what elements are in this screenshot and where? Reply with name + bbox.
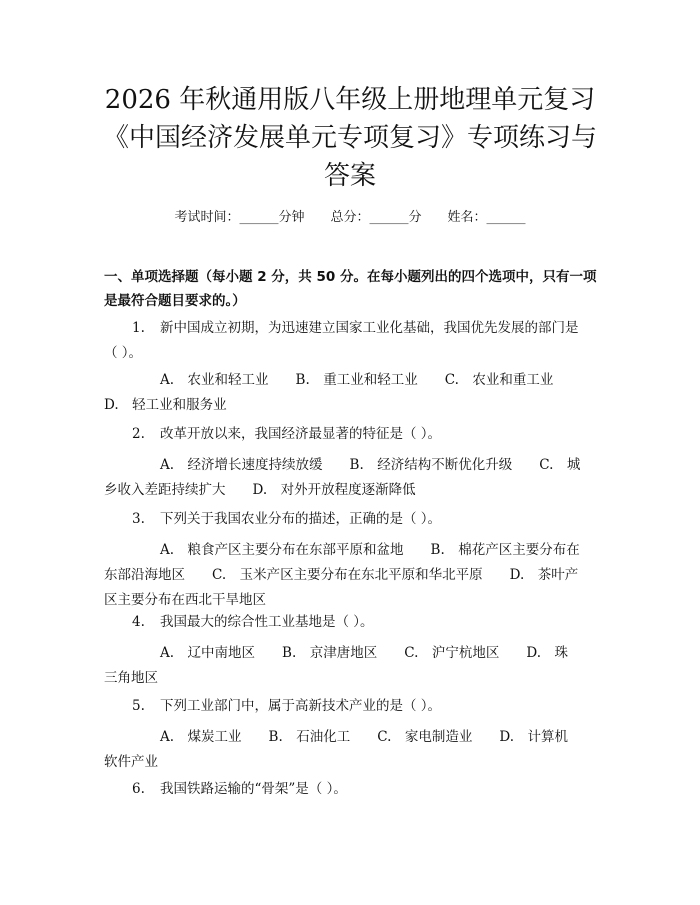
question-text: 新中国成立初期，为迅速建立国家工业化基础，我国优先发展的部门是: [160, 320, 579, 336]
question-2: [104, 422, 602, 447]
options-line: D. 轻工业和服务业: [104, 397, 227, 413]
question-number: 3.: [132, 511, 145, 527]
question-number: 4.: [132, 614, 145, 630]
options-line: A. 辽中南地区 B. 京津唐地区 C. 沪宁杭地区 D. 珠: [160, 645, 569, 661]
options-line: 三角地区: [104, 670, 158, 686]
exam-meta: [0, 206, 700, 225]
question-3-options: [104, 538, 602, 613]
options-line: 区主要分布在西北干旱地区: [104, 592, 266, 608]
question-number: 2.: [132, 426, 145, 442]
question-1-options: [104, 368, 602, 418]
doc-title-line-2: 《中国经济发展单元专项复习》专项练习与: [102, 123, 597, 153]
question-text: 改革开放以来，我国经济最显著的特征是（ ）。: [160, 426, 442, 442]
question-4-options: [104, 641, 602, 691]
question-1: [104, 316, 602, 366]
section-heading-line: 是最符合题目要求的。）: [104, 293, 246, 309]
question-5: [104, 694, 602, 719]
options-line: A. 农业和轻工业 B. 重工业和轻工业 C. 农业和重工业: [160, 372, 554, 388]
question-number: 5.: [132, 698, 145, 714]
question-number: 6.: [132, 781, 145, 797]
question-text: 下列工业部门中，属于高新技术产业的是（ ）。: [160, 698, 442, 714]
options-line: 乡收入差距持续扩大 D. 对外开放程度逐渐降低: [104, 482, 416, 498]
section-heading: [104, 265, 604, 313]
options-line: 软件产业: [104, 754, 158, 770]
options-line: A. 经济增长速度持续放缓 B. 经济结构不断优化升级 C. 城: [160, 457, 581, 473]
question-text: （ ）。: [104, 345, 143, 361]
exam-score: 总分：______分: [330, 210, 422, 225]
options-line: A. 粮食产区主要分布在东部平原和盆地 B. 棉花产区主要分布在: [160, 542, 580, 558]
exam-name: 姓名：______: [447, 210, 526, 225]
question-6: [104, 777, 602, 802]
question-text: 我国铁路运输的“骨架”是（ ）。: [160, 781, 347, 797]
options-line: A. 煤炭工业 B. 石油化工 C. 家电制造业 D. 计算机: [160, 729, 569, 745]
question-4: [104, 610, 602, 635]
options-line: 东部沿海地区 C. 玉米产区主要分布在东北平原和华北平原 D. 茶叶产: [104, 567, 579, 583]
exam-time: 考试时间：______分钟: [174, 210, 305, 225]
question-number: 1.: [132, 320, 145, 336]
question-2-options: [104, 453, 602, 503]
question-text: 我国最大的综合性工业基地是（ ）。: [160, 614, 374, 630]
question-5-options: [104, 725, 602, 775]
doc-title-line-1: 2026 年秋通用版八年级上册地理单元复习: [104, 85, 596, 115]
section-heading-line: 一、单项选择题（每小题 2 分，共 50 分。在每小题列出的四个选项中，只有一项: [104, 269, 597, 285]
question-text: 下列关于我国农业分布的描述，正确的是（ ）。: [160, 511, 442, 527]
question-3: [104, 507, 602, 532]
doc-title-line-3: 答案: [323, 161, 376, 191]
